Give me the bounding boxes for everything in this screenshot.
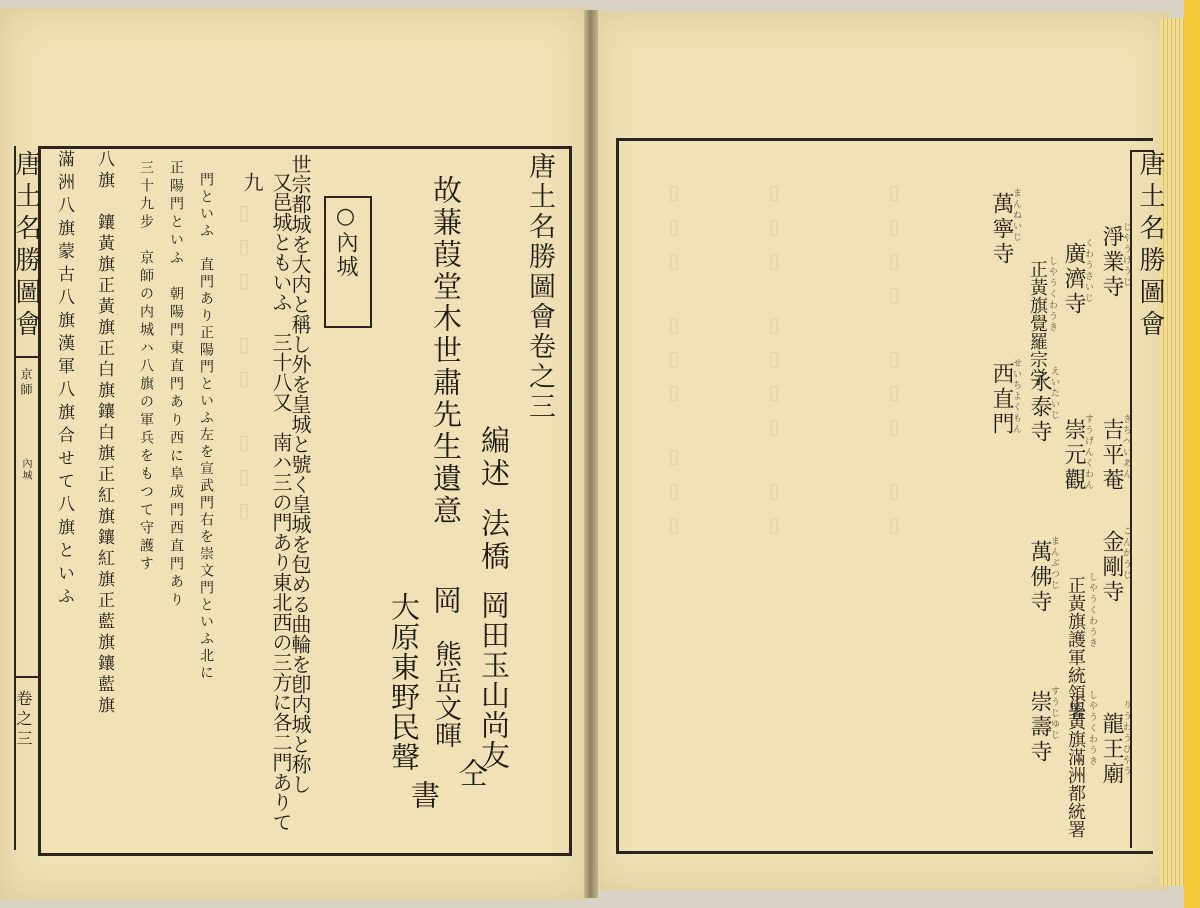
margin-rule [14,676,40,678]
temple-ruby: しやうくわうき [1087,690,1097,767]
credit-second: 岡 [429,585,463,614]
left-margin-title: 唐土名勝圖會 [11,150,41,342]
left-margin-volume: 卷之三 [14,690,33,750]
left-margin-subsection: 內城 [20,458,31,482]
text-column: 又邑城ともいふ 三十八又 南ハ三の門あり東北西の三方に各二門ありて九 [240,172,293,832]
temple-name: 金剛寺 [1099,530,1124,605]
temple-ruby: しやうくわうき [1087,572,1097,649]
text-column: 正陽門といふ 朝陽門東直門あり西に阜成門西直門あり [168,160,184,610]
margin-rule [14,356,40,358]
credit-editor-name: 岡田玉山尚友 [477,590,511,770]
temple-ruby: しやうくわうき [1047,256,1057,333]
text-column: 滿洲八旗蒙古八旗漢軍八旗合せて八旗といふ [54,150,74,610]
credit-deceased: 故蒹葭堂木世肅先生遺意 [429,175,463,527]
temple-ruby: せいちよくもん [1011,358,1021,435]
text-column: 八旗 鑲黃旗正黃旗正白旗鑲白旗正紅旗鑲紅旗正藍旗鑲藍旗 [94,150,114,717]
credit-all: 仝 [455,758,489,787]
temple-name: 吉平菴 [1099,418,1124,493]
temple-ruby: こんがうじ [1121,526,1131,581]
temple-ruby: えいたいじ [1049,366,1059,421]
temple-ruby: りうわうびやう [1121,700,1131,777]
temple-name: 崇元觀 [1061,418,1086,493]
credit-calligraphy: 書 [407,780,441,809]
temple-name: 正黃旗滿洲都統署 [1065,694,1086,838]
temple-name: 崇壽寺 [1027,690,1052,765]
left-margin-section: 京師 [19,368,33,398]
text-column: 世宗都城を大内と稱し外を皇城と號く皇城を包める曲輪を卽内城と称し [288,154,312,794]
book-title: 唐土名勝圖會卷之三 [524,152,555,422]
credit-editor-role: 編述 [477,425,511,491]
cover-edge [1184,0,1200,908]
temple-ruby: まんぶつじ [1049,536,1059,591]
text-column: 門といふ 直門あり正陽門といふ左を宣武門右を崇文門といふ北に [198,172,214,682]
credit-calligrapher: 大原東野民聲 [387,592,421,772]
temple-ruby: すうげんくわん [1083,414,1093,491]
temple-name: 淨業寺 [1099,225,1124,300]
temple-name: 萬佛寺 [1027,540,1052,615]
temple-ruby: じやうげうじ [1121,222,1131,288]
temple-name: 正黃旗覺羅宗学 [1027,260,1048,386]
temple-ruby: まんねいじ [1011,188,1021,243]
temple-name: 廣濟寺 [1061,242,1086,317]
text-column: 三十九步 京師の内城ハ八旗の軍兵をもつて守護す [138,160,154,574]
book-gutter [584,10,598,898]
temple-name: 正黃旗護軍統領署 [1065,576,1086,720]
temple-ruby: くわうさいじ [1083,238,1093,304]
temple-ruby: きちへいあん [1121,414,1131,480]
section-heading: ○內城 [333,204,358,279]
credit-editor-rank: 法橋 [477,508,511,574]
temple-name: 萬寧寺 [989,192,1014,267]
temple-name: 西直門 [989,362,1014,437]
temple-ruby: すうじゆじ [1049,686,1059,741]
right-margin-title: 唐土名勝圖會 [1135,150,1165,342]
credit-second-name: 熊岳文暉 [430,640,461,748]
temple-name: 永泰寺 [1027,370,1052,445]
temple-name: 龍王廟 [1099,712,1124,787]
